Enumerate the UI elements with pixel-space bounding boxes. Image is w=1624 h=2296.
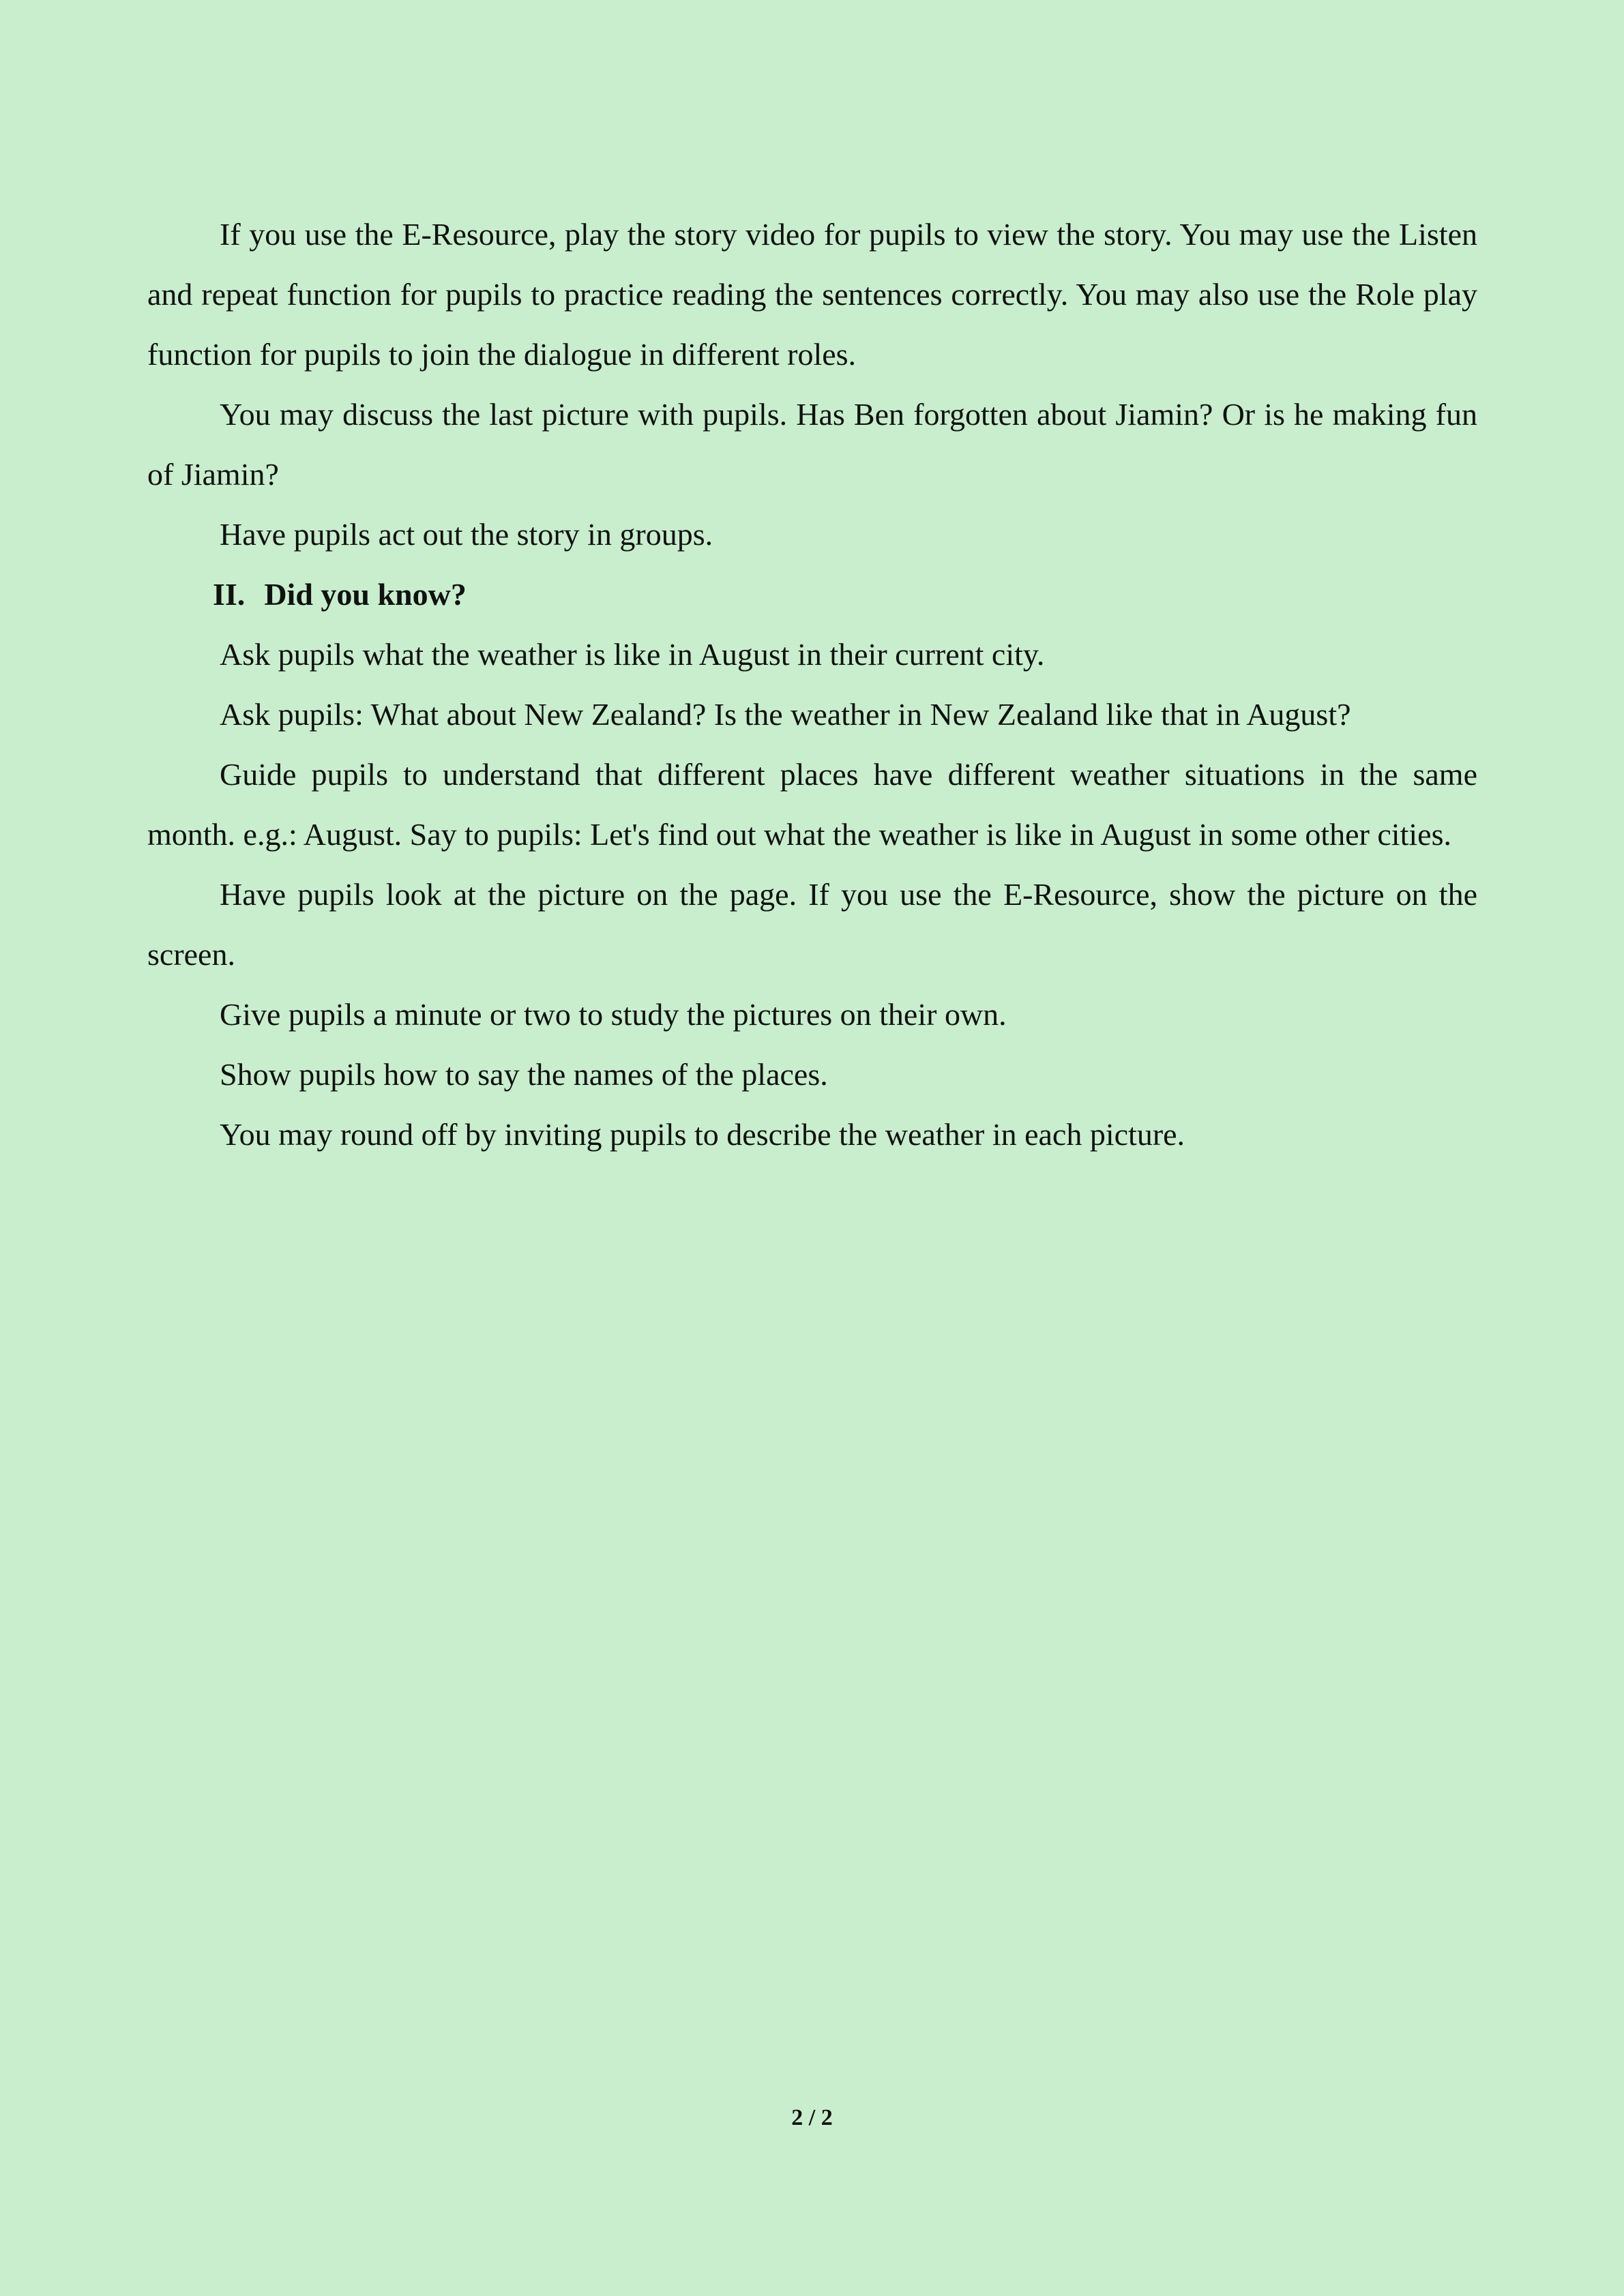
paragraph-text: Guide pupils to understand that different places have different weather situations in the same month. e.g.: August. Say to pupils: Let's find out what the weather is like in August in some other cities. bbox=[147, 757, 1477, 852]
paragraph bbox=[147, 385, 1477, 505]
paragraph bbox=[147, 985, 1477, 1045]
paragraph bbox=[147, 745, 1477, 865]
paragraph bbox=[147, 625, 1477, 685]
paragraph-text: Show pupils how to say the names of the places. bbox=[220, 1057, 828, 1092]
document-body bbox=[147, 205, 1477, 1165]
paragraph bbox=[147, 505, 1477, 565]
paragraph bbox=[147, 1105, 1477, 1165]
paragraph bbox=[147, 865, 1477, 985]
page-number: 2 / 2 bbox=[791, 2105, 833, 2130]
paragraph-text: If you use the E-Resource, play the story video for pupils to view the story. You may use the Listen and repeat function for pupils to practice reading the sentences correctly. You may also use the Role play function for pupils to join the dialogue in different roles. bbox=[147, 217, 1477, 372]
section-title: Did you know? bbox=[264, 577, 467, 612]
paragraph-text: Have pupils look at the picture on the page. If you use the E-Resource, show the picture on the screen. bbox=[147, 877, 1477, 972]
section-heading bbox=[147, 565, 1477, 625]
paragraph-text: Ask pupils: What about New Zealand? Is the weather in New Zealand like that in August? bbox=[220, 697, 1351, 732]
section-number: II. bbox=[213, 577, 246, 612]
paragraph bbox=[147, 1045, 1477, 1105]
paragraph-text: You may discuss the last picture with pupils. Has Ben forgotten about Jiamin? Or is he making fun of Jiamin? bbox=[147, 397, 1477, 492]
paragraph bbox=[147, 685, 1477, 745]
paragraph bbox=[147, 205, 1477, 385]
paragraph-text: You may round off by inviting pupils to describe the weather in each picture. bbox=[220, 1117, 1185, 1152]
paragraph-text: Have pupils act out the story in groups. bbox=[220, 517, 713, 552]
paragraph-text: Ask pupils what the weather is like in August in their current city. bbox=[220, 637, 1045, 672]
paragraph-text: Give pupils a minute or two to study the pictures on their own. bbox=[220, 997, 1007, 1032]
